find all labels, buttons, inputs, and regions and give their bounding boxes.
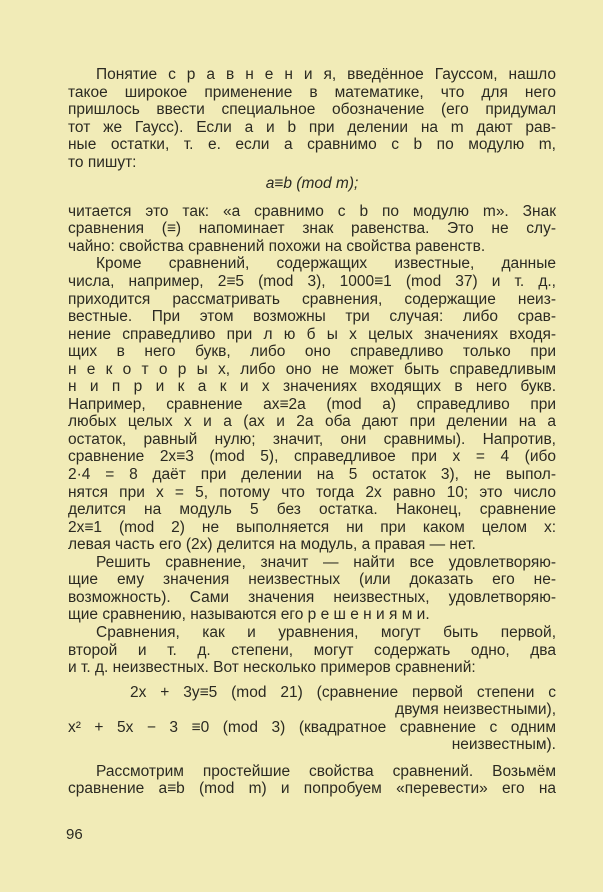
text-line: нятся при x = 5, потому что тогда 2x равно 10; это число (68, 483, 556, 501)
text-line: сравнение a≡b (mod m) и попробуем «перевести» его на (68, 780, 556, 798)
text-line: Например, сравнение ax≡2a (mod a) справедливо при (68, 395, 556, 413)
example-line: 2x + 3y≡5 (mod 21) (сравнение первой степени с (130, 683, 556, 701)
text-line: 2x≡1 (mod 2) не выполняется ни при каком целом x: (68, 518, 556, 536)
paragraph (68, 66, 556, 171)
text-line: возможность). Сами значения неизвестных, удовлетворяю- (68, 588, 556, 606)
text-line: 2·4 = 8 даёт при делении на 5 остаток 3), не выпол- (68, 466, 556, 484)
text-line: сравнения (≡) напоминает знак равенства. Это не слу- (68, 220, 556, 238)
paragraph (68, 255, 556, 553)
book-page-text (68, 66, 556, 798)
text-line: тот же Гаусс). Если a и b при делении на m дают рав- (68, 118, 556, 136)
formula-text: a≡b (mod m); (265, 175, 359, 193)
text-line: Решить сравнение, значит — найти все удовлетворяю- (96, 553, 556, 571)
paragraph (68, 624, 556, 677)
text-line: щие ему значения неизвестных (или доказать его не- (68, 571, 556, 589)
text-line: приходится рассматривать сравнения, содержащие неиз- (68, 290, 556, 308)
text-line: любых целых x и a (ax и 2a оба дают при делении на a (68, 413, 556, 431)
text-line: левая часть его (2x) делится на модуль, а правая — нет. (68, 536, 476, 554)
text-line: Сравнения, как и уравнения, могут быть первой, (96, 623, 556, 641)
example-line: x² + 5x − 3 ≡0 (mod 3) (квадратное сравнение с одним (68, 718, 556, 736)
text-line: то пишут: (68, 153, 137, 171)
text-line: числа, например, 2≡5 (mod 3), 1000≡1 (mod 37) и т. д., (68, 273, 556, 291)
formula-congruence (68, 175, 556, 193)
example-line: неизвестным). (451, 736, 556, 754)
examples-block (68, 684, 556, 754)
text-line: и т. д. неизвестных. Вот несколько примеров сравнений: (68, 659, 476, 677)
text-line: Рассмотрим простейшие свойства сравнений. Возьмём (96, 762, 556, 780)
paragraph (68, 554, 556, 624)
text-line: сравнение 2x≡3 (mod 5), справедливое при x = 4 (ибо (68, 448, 556, 466)
text-line: н е к о т о р ы х, либо оно не может быть справедливым (68, 360, 556, 378)
text-line: такое широкое применение в математике, что для него (68, 83, 556, 101)
text-line: чайно: свойства сравнений похожи на свойства равенств. (68, 237, 486, 255)
text-line: читается это так: «a сравнимо с b по модулю m». Знак (68, 202, 556, 220)
paragraph (68, 203, 556, 256)
page-number: 96 (66, 826, 83, 843)
text-line: пришлось ввести специальное обозначение (его придумал (68, 101, 556, 119)
text-line: нение справедливо при л ю б ы х целых значениях входя- (68, 325, 556, 343)
example-line: двумя неизвестными), (395, 701, 556, 719)
text-line: делится на модуль 5 без остатка. Наконец, сравнение (68, 501, 556, 519)
text-line: ные остатки, т. е. если a сравнимо с b по модулю m, (68, 136, 556, 154)
text-line: вестные. При этом возможны три случая: либо срав- (68, 308, 556, 326)
text-line: щих в него букв, либо оно справедливо только при (68, 343, 556, 361)
text-line: Кроме сравнений, содержащих известные, данные (96, 255, 556, 273)
text-line: второй и т. д. степени, могут содержать одно, два (68, 641, 556, 659)
text-line: н и п р и к а к и х значениях входящих в него букв. (68, 378, 556, 396)
text-line: Понятие с р а в н е н и я, введённое Гауссом, нашло (96, 66, 556, 83)
text-line: щие сравнению, называются его р е ш е н и я м и. (68, 606, 430, 624)
paragraph (68, 763, 556, 798)
text-line: остаток, равный нулю; значит, они сравнимы). Напротив, (68, 430, 556, 448)
